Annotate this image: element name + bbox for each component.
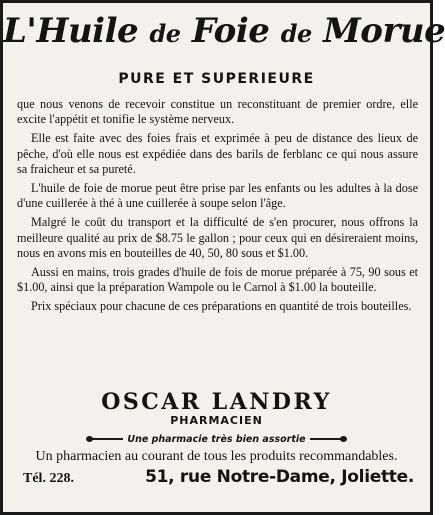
title-word-huile: L'Huile <box>3 11 139 51</box>
store-address: 51, rue Notre-Dame, Joliette. <box>145 467 414 487</box>
divider-rule-left <box>89 438 123 440</box>
title-word-morue: Morue <box>323 11 445 51</box>
title-word-de: de <box>149 19 181 48</box>
title-word-de: de <box>280 19 312 48</box>
ad-body-text <box>17 97 418 319</box>
footer-statement: Un pharmacien au courant de tous les produits recommandables. <box>35 449 398 464</box>
paragraph: Aussi en mains, trois grades d'huile de fois de morue préparée à 75, 90 sous et $1.00, ainsi que la préparation Wampole ou le Carnol à $1.00 la bouteille. <box>17 265 418 295</box>
tagline-divider <box>89 430 344 448</box>
pharmacy-tagline: Une pharmacie très bien assortie <box>127 433 306 445</box>
title-word-foie: Foie <box>191 11 270 51</box>
pharmacist-role: PHARMACIEN <box>170 414 263 427</box>
divider-rule-right <box>310 438 344 440</box>
pharmacist-name: OSCAR LANDRY <box>101 389 332 415</box>
paragraph: Malgré le coût du transport et la difficulté de s'en procurer, nous offrons la meilleure qualité au prix de $8.75 le gallon ; pour ceux qui en désireraient moins, nous en avons mis en bouteilles de 40, 50, 80 sous et $1.00. <box>17 215 418 260</box>
ad-title <box>3 9 445 56</box>
paragraph: que nous venons de recevoir constitue un reconstituant de premier ordre, elle excite l'appétit et tonifie le système nerveux. <box>17 97 418 127</box>
paragraph: Elle est faite avec des foies frais et exprimée à peu de distance des lieux de pêche, d'où elle nous est expédiée dans des barils de ferblanc ce qui nous assure sa fraicheur et sa pureté. <box>17 131 418 176</box>
paragraph: L'huile de foie de morue peut être prise par les enfants ou les adultes à la dose d'une cuillerée à thé à une cuillerée à soupe selon l'âge. <box>17 181 418 211</box>
paragraph: Prix spéciaux pour chacune de ces préparations en quantité de trois bouteilles. <box>31 299 412 314</box>
telephone-number: Tél. 228. <box>23 471 74 486</box>
ad-subtitle: PURE ET SUPERIEURE <box>118 71 315 87</box>
